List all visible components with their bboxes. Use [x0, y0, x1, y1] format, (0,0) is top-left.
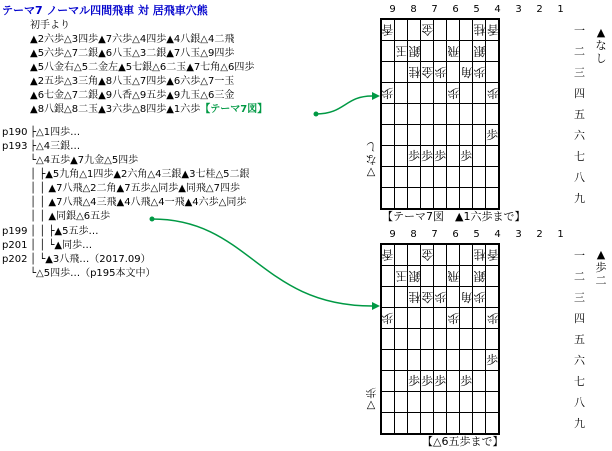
arrow-head-1 — [372, 92, 380, 100]
board-square — [381, 188, 395, 210]
board-square — [395, 371, 408, 392]
rank-label: 九 — [574, 192, 585, 205]
board-square: 歩 — [408, 371, 421, 392]
board-square — [447, 19, 460, 41]
board-square — [381, 392, 395, 413]
board-square: 歩 — [473, 287, 486, 308]
board-square — [486, 392, 500, 413]
diagram-caption-1: 【テーマ7図 ▲1六歩まで】 — [382, 210, 526, 223]
gote-hand-1: ▲なし — [595, 26, 607, 65]
board-square — [447, 104, 460, 125]
board-square: 歩 — [421, 146, 434, 167]
board-square — [434, 83, 447, 104]
board-square — [421, 392, 434, 413]
file-labels — [380, 4, 569, 16]
board-square — [486, 146, 500, 167]
arrow-to-diagram-2 — [152, 219, 372, 306]
board-square — [447, 146, 460, 167]
page-title: テーマ7 ノーマル四間飛車 対 居飛車穴熊 — [2, 4, 208, 17]
board-square — [395, 329, 408, 350]
board-square — [408, 308, 421, 329]
sente-hand-2: ▽歩 — [365, 386, 377, 412]
file-label: 5 — [473, 229, 480, 240]
arrow-origin-1 — [314, 112, 319, 117]
shogi-board-1 — [380, 18, 500, 210]
move-text: ├△4三銀… — [30, 141, 81, 152]
board-square: 桂 — [408, 287, 421, 308]
board-square — [434, 392, 447, 413]
board-square — [421, 188, 434, 210]
move-text: │ │ ▲7八飛△2二角▲7五歩△同歩▲同飛△7四歩 — [30, 183, 240, 194]
board-square: 金 — [421, 287, 434, 308]
file-label: 6 — [452, 229, 459, 240]
board-square: 歩 — [460, 146, 473, 167]
board-square — [447, 371, 460, 392]
board-square — [421, 308, 434, 329]
board-square — [381, 104, 395, 125]
board-square — [421, 350, 434, 371]
board-square — [395, 413, 408, 435]
board-square — [473, 371, 486, 392]
board-square — [421, 167, 434, 188]
board-square — [395, 392, 408, 413]
board-square — [408, 188, 421, 210]
move-text: └△5四歩…（p195本文中） — [30, 268, 156, 279]
board-square — [434, 41, 447, 62]
arrow-head-2 — [372, 302, 380, 310]
board-square — [395, 62, 408, 83]
file-label: 2 — [536, 229, 543, 240]
board-square — [408, 125, 421, 146]
rank-label: 三 — [574, 291, 585, 304]
board-square — [381, 329, 395, 350]
board-square — [381, 287, 395, 308]
board-square: 桂 — [473, 244, 486, 266]
rank-label: 六 — [574, 354, 585, 367]
file-label: 2 — [536, 4, 543, 15]
board-square — [460, 329, 473, 350]
board-square — [473, 125, 486, 146]
board-square: 歩 — [434, 371, 447, 392]
board-square — [408, 104, 421, 125]
board-square — [486, 62, 500, 83]
board-square — [381, 371, 395, 392]
file-label: 9 — [389, 4, 396, 15]
rank-label: 一 — [574, 249, 585, 262]
move-text: │ │ ▲7八飛△4三飛▲4八飛△4一飛▲4六歩△同歩 — [30, 197, 247, 208]
board-square: 銀 — [408, 41, 421, 62]
file-label: 9 — [389, 229, 396, 240]
page-ref: p199 — [2, 226, 28, 237]
file-label: 3 — [515, 229, 522, 240]
board-square — [460, 266, 473, 287]
board-square — [381, 167, 395, 188]
board-square — [395, 19, 408, 41]
board-square — [486, 287, 500, 308]
move-text: ▲2五歩△3三角▲8八玉△7四歩▲6六歩△7一玉 — [30, 76, 235, 87]
board-square — [473, 308, 486, 329]
rank-label: 九 — [574, 417, 585, 430]
board-square — [473, 83, 486, 104]
page-ref: p201 — [2, 240, 28, 251]
board-square — [486, 188, 500, 210]
board-square — [408, 19, 421, 41]
board-square: 歩 — [460, 371, 473, 392]
board-square: 歩 — [447, 308, 460, 329]
board-square — [460, 350, 473, 371]
board-square — [408, 329, 421, 350]
board-square — [434, 308, 447, 329]
move-text: ├△1四歩… — [30, 127, 81, 138]
board-square — [447, 125, 460, 146]
board-square — [473, 146, 486, 167]
board-square — [486, 413, 500, 435]
move-text: │ │ └▲同歩… — [30, 240, 93, 251]
board-square — [460, 167, 473, 188]
board-square — [447, 392, 460, 413]
board-square — [434, 19, 447, 41]
file-label: 7 — [431, 4, 438, 15]
file-label: 8 — [410, 229, 417, 240]
board-square — [434, 167, 447, 188]
board-square: 歩 — [381, 308, 395, 329]
board-square — [395, 308, 408, 329]
move-text: │ ├▲5九角△1四歩▲2六角△4三銀▲3七桂△5二銀 — [30, 169, 250, 180]
board-square — [460, 392, 473, 413]
board-square — [408, 244, 421, 266]
board-square — [434, 188, 447, 210]
board-square — [447, 329, 460, 350]
board-square: 歩 — [473, 62, 486, 83]
file-label: 4 — [494, 4, 501, 15]
board-square — [381, 266, 395, 287]
board-square — [434, 413, 447, 435]
board-square — [460, 125, 473, 146]
board-square — [460, 413, 473, 435]
rank-label: 二 — [574, 45, 585, 58]
board-square — [395, 287, 408, 308]
sente-hand-1: ▽なし — [365, 140, 377, 179]
board-square: 角 — [460, 287, 473, 308]
rank-label: 三 — [574, 66, 585, 79]
file-label: 5 — [473, 4, 480, 15]
board-square: 金 — [421, 244, 434, 266]
board-square — [421, 266, 434, 287]
board-square — [381, 41, 395, 62]
board-square — [395, 83, 408, 104]
board-square — [473, 350, 486, 371]
rank-label: 八 — [574, 396, 585, 409]
board-square — [381, 413, 395, 435]
board-square — [473, 392, 486, 413]
rank-label: 七 — [574, 375, 585, 388]
board-square: 金 — [421, 19, 434, 41]
board-square — [473, 188, 486, 210]
board-square: 銀 — [473, 266, 486, 287]
board-square — [421, 83, 434, 104]
board-square — [473, 167, 486, 188]
board-square — [447, 350, 460, 371]
board-square — [460, 308, 473, 329]
board-square: 銀 — [473, 41, 486, 62]
file-label: 8 — [410, 4, 417, 15]
board-square — [421, 41, 434, 62]
board-square: 飛 — [447, 41, 460, 62]
board-square — [434, 244, 447, 266]
board-square — [421, 125, 434, 146]
file-label: 6 — [452, 4, 459, 15]
move-text: │ │ ├▲5五歩… — [30, 226, 99, 237]
board-square — [447, 188, 460, 210]
rank-label: 五 — [574, 333, 585, 346]
move-text: ▲2六歩△3四歩▲7六歩△4四歩▲4八銀△4二飛 — [30, 34, 235, 45]
board-square: 香 — [486, 244, 500, 266]
rank-label: 四 — [574, 312, 585, 325]
shogi-board-2 — [380, 243, 500, 435]
rank-label: 四 — [574, 87, 585, 100]
board-square — [486, 266, 500, 287]
board-square — [434, 104, 447, 125]
board-square — [381, 62, 395, 83]
board-square — [486, 329, 500, 350]
file-labels-2 — [380, 229, 569, 241]
board-square: 玉 — [395, 266, 408, 287]
board-square — [395, 167, 408, 188]
board-square — [381, 350, 395, 371]
page-ref: p190 — [2, 127, 28, 138]
board-square — [434, 266, 447, 287]
board-square — [460, 83, 473, 104]
board-square: 玉 — [395, 41, 408, 62]
file-label: 7 — [431, 229, 438, 240]
board-square — [408, 167, 421, 188]
move-text: ▲5八金右△5二金左▲5七銀△6二玉▲7七角△6四歩 — [30, 62, 255, 73]
board-square — [421, 329, 434, 350]
board-square — [486, 167, 500, 188]
board-square — [421, 413, 434, 435]
board-square — [395, 125, 408, 146]
board-square: 飛 — [447, 266, 460, 287]
board-square: 金 — [421, 62, 434, 83]
board-square: 歩 — [434, 62, 447, 83]
board-square: 歩 — [421, 371, 434, 392]
board-square — [460, 19, 473, 41]
rank-label: 六 — [574, 129, 585, 142]
board-square — [486, 371, 500, 392]
board-square: 歩 — [434, 146, 447, 167]
board-square — [421, 104, 434, 125]
board-square — [395, 350, 408, 371]
board-square — [447, 287, 460, 308]
board-square: 歩 — [408, 146, 421, 167]
gote-hand-2: ▲歩二 — [595, 248, 607, 287]
move-text: ▲6七金△7二銀▲9八香△9五歩▲9九玉△6三金 — [30, 90, 235, 101]
board-square — [486, 104, 500, 125]
board-square — [434, 350, 447, 371]
file-label: 1 — [557, 4, 564, 15]
board-square — [473, 104, 486, 125]
file-label: 3 — [515, 4, 522, 15]
board-square: 歩 — [486, 125, 500, 146]
board-square: 歩 — [381, 83, 395, 104]
board-square: 角 — [460, 62, 473, 83]
board-square — [460, 188, 473, 210]
board-square — [408, 350, 421, 371]
page-ref: p193 — [2, 141, 28, 152]
move-text: 初手より — [30, 20, 70, 31]
board-square: 歩 — [447, 83, 460, 104]
board-square: 歩 — [486, 350, 500, 371]
diagram-link-label[interactable]: 【テーマ7図】 — [200, 104, 268, 115]
arrow-origin-2 — [150, 217, 155, 222]
board-square — [434, 125, 447, 146]
board-square — [460, 41, 473, 62]
board-square: 歩 — [486, 83, 500, 104]
move-text: │ │ ▲同銀△6五歩 — [30, 211, 111, 222]
board-square: 銀 — [408, 266, 421, 287]
board-square: 香 — [381, 19, 395, 41]
board-square: 桂 — [408, 62, 421, 83]
board-square — [395, 104, 408, 125]
board-square — [486, 41, 500, 62]
board-square — [381, 146, 395, 167]
board-square: 桂 — [473, 19, 486, 41]
diagram-caption-2: 【△6五歩まで】 — [422, 435, 504, 448]
board-square: 歩 — [486, 308, 500, 329]
file-label: 4 — [494, 229, 501, 240]
move-text: ▲8八銀△8二玉▲3六歩△8四歩▲1六歩 — [30, 104, 201, 115]
rank-label: 一 — [574, 24, 585, 37]
rank-label: 五 — [574, 108, 585, 121]
board-square — [447, 244, 460, 266]
page-ref: p202 — [2, 254, 28, 265]
board-square — [447, 62, 460, 83]
move-text: │ └▲3八飛…（2017.09） — [30, 254, 151, 265]
arrow-to-diagram-1 — [316, 96, 372, 114]
move-text: ▲5六歩△7二銀▲6八玉△3二銀▲7八玉△9四歩 — [30, 48, 235, 59]
rank-label: 二 — [574, 270, 585, 283]
board-square: 歩 — [434, 287, 447, 308]
board-square — [395, 188, 408, 210]
board-square — [408, 83, 421, 104]
board-square — [447, 167, 460, 188]
board-square — [473, 329, 486, 350]
board-square: 香 — [381, 244, 395, 266]
board-square — [434, 329, 447, 350]
rank-label: 七 — [574, 150, 585, 163]
board-square — [395, 146, 408, 167]
board-square — [408, 413, 421, 435]
board-square — [395, 244, 408, 266]
board-square: 香 — [486, 19, 500, 41]
board-square — [381, 125, 395, 146]
board-square — [460, 104, 473, 125]
rank-label: 八 — [574, 171, 585, 184]
file-label: 1 — [557, 229, 564, 240]
board-square — [447, 413, 460, 435]
move-text: └△4五歩▲7九金△5四歩 — [30, 155, 139, 166]
board-square — [473, 413, 486, 435]
board-square — [460, 244, 473, 266]
board-square — [408, 392, 421, 413]
